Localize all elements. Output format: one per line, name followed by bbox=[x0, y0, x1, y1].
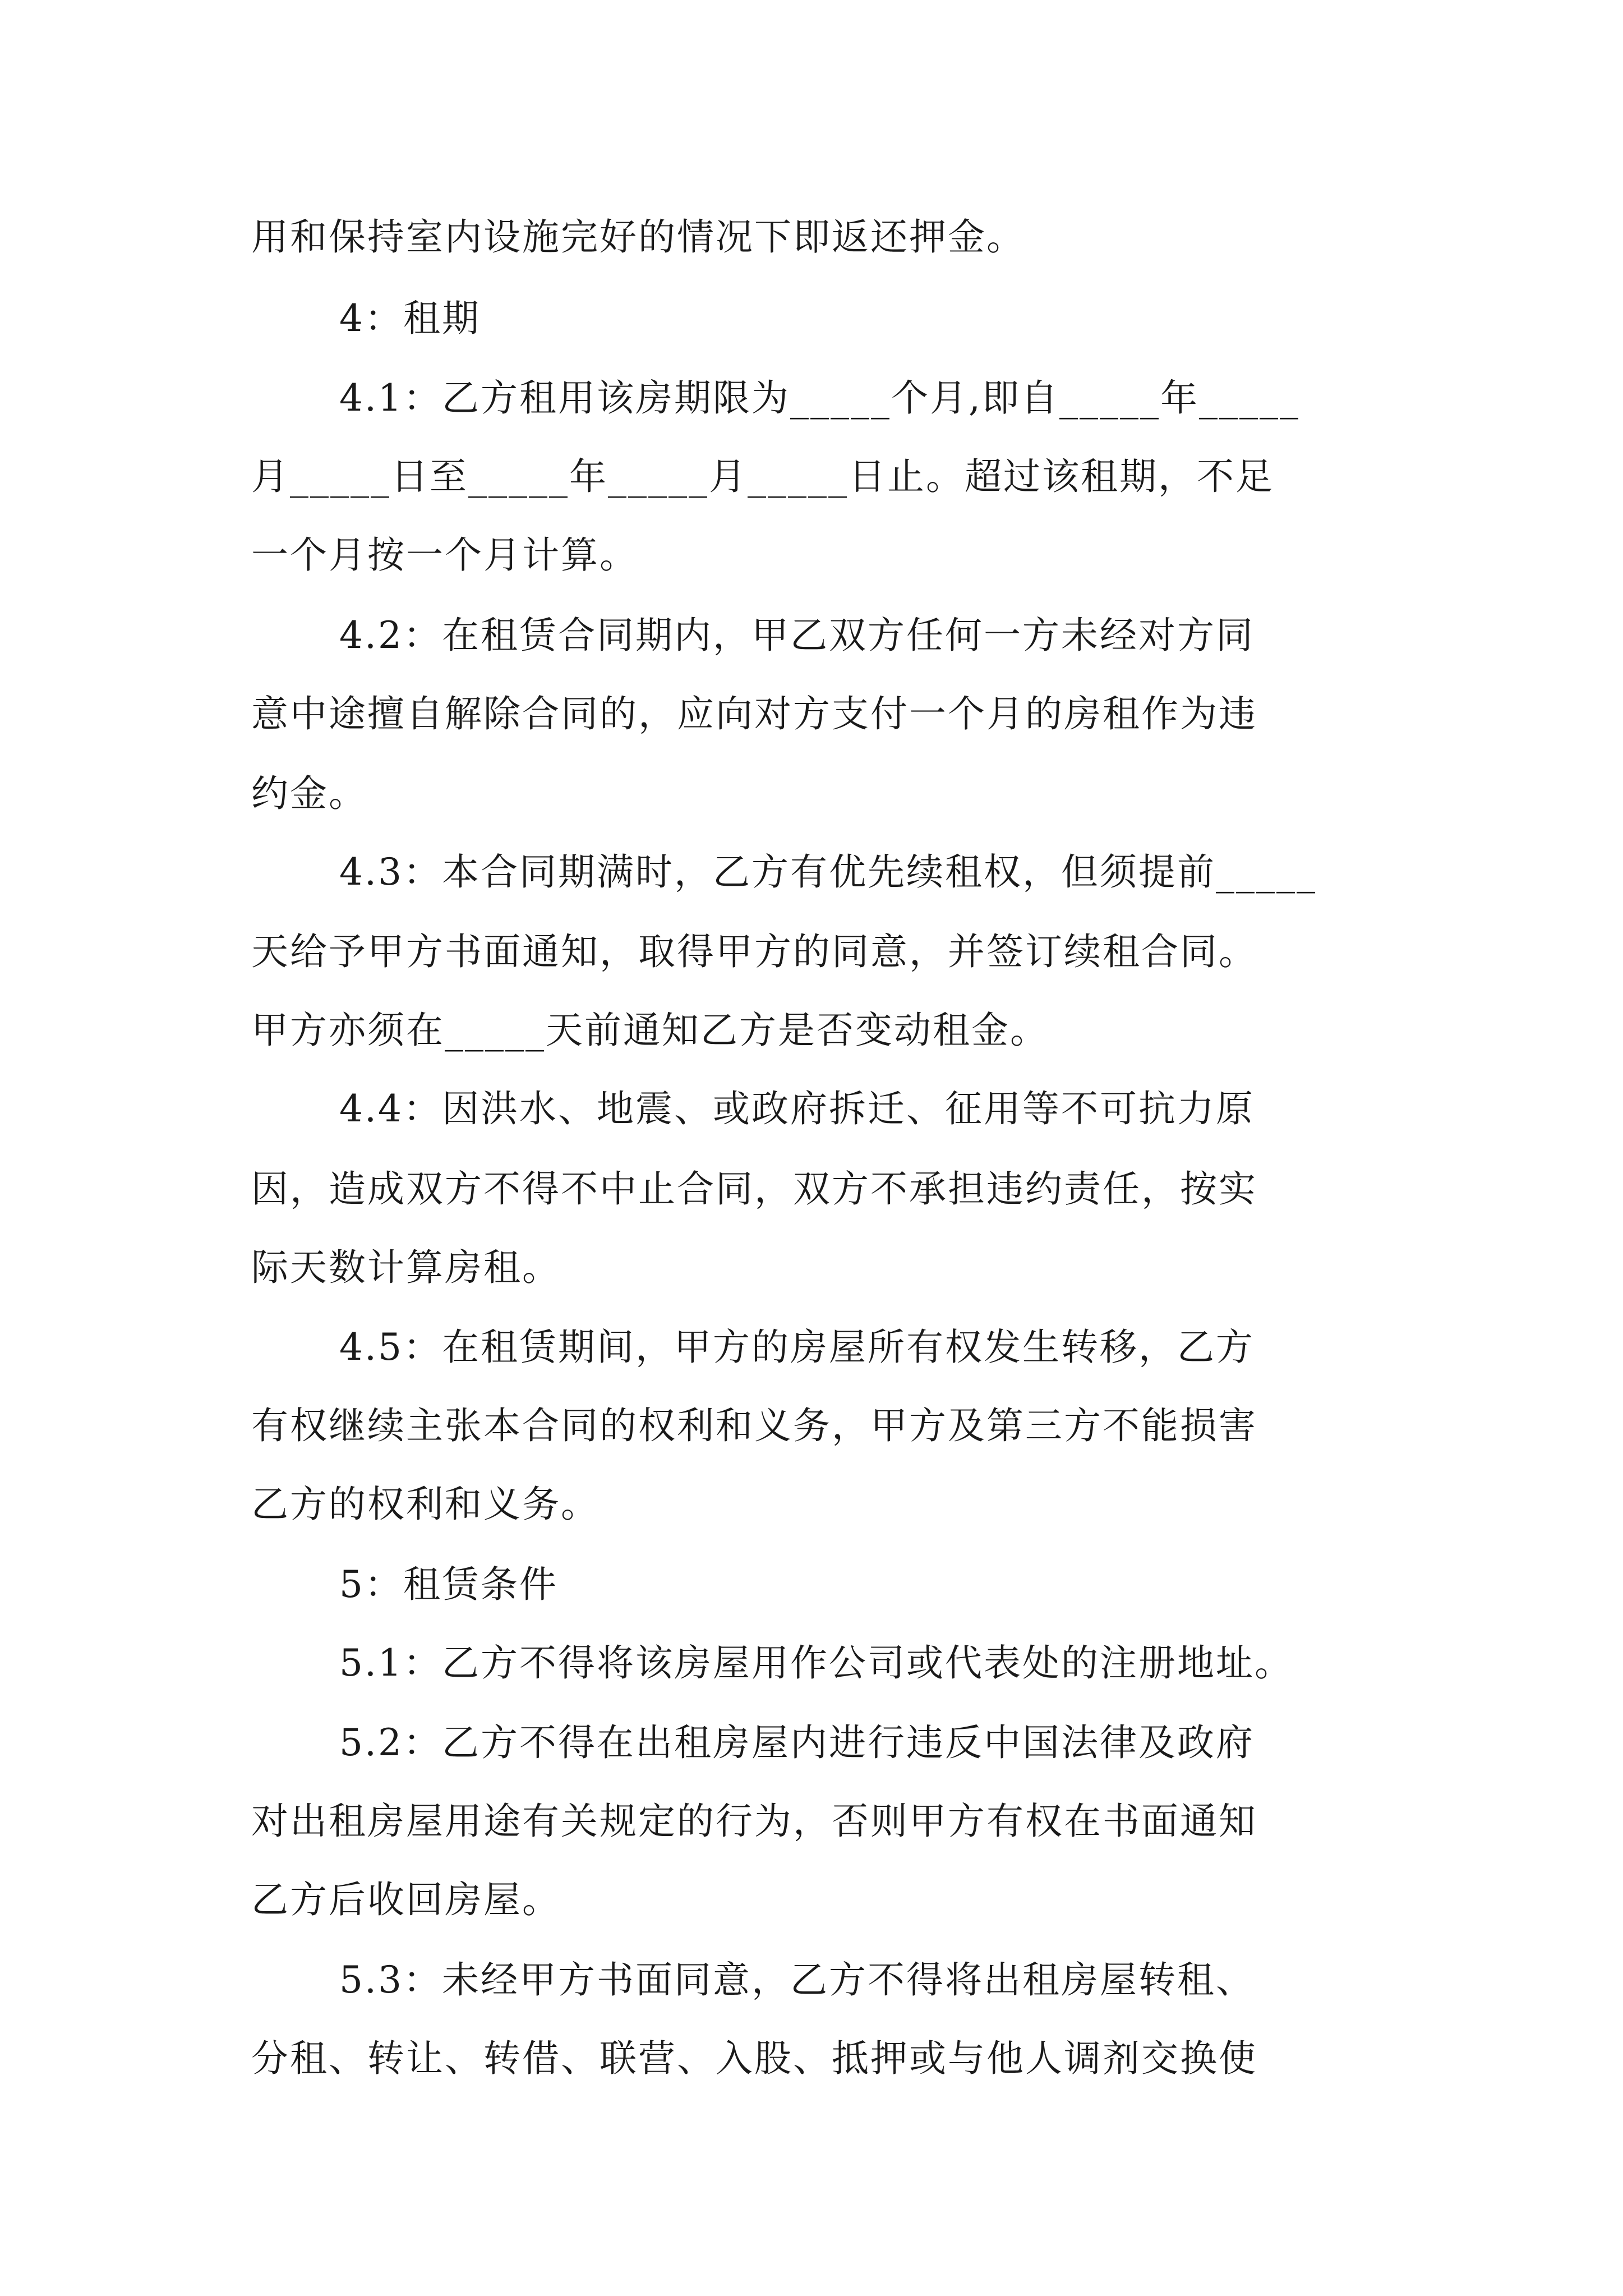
text-line: 有权继续主张本合同的权利和义务，甲方及第三方不能损害 bbox=[251, 1404, 1257, 1447]
text-line: 5.3：未经甲方书面同意，乙方不得将出租房屋转租、 bbox=[339, 1958, 1255, 2001]
text-line: 一个月按一个月计算。 bbox=[251, 533, 638, 577]
text-line: 意中途擅自解除合同的，应向对方支付一个月的房租作为违 bbox=[251, 692, 1257, 735]
text-line: 天给予甲方书面通知，取得甲方的同意，并签订续租合同。 bbox=[251, 930, 1257, 973]
text-line: 4.3：本合同期满时，乙方有优先续租权，但须提前_____ bbox=[339, 850, 1317, 894]
text-line: 乙方后收回房屋。 bbox=[251, 1878, 561, 1921]
text-line: 约金。 bbox=[251, 772, 367, 815]
text-line: 4.5：在租赁期间，甲方的房屋所有权发生转移，乙方 bbox=[339, 1326, 1255, 1369]
section-heading: 4：租期 bbox=[339, 297, 481, 340]
text-line: 5.2：乙方不得在出租房屋内进行违反中国法律及政府 bbox=[339, 1721, 1255, 1764]
text-line: 用和保持室内设施完好的情况下即返还押金。 bbox=[251, 215, 1025, 259]
text-line: 甲方亦须在_____天前通知乙方是否变动租金。 bbox=[251, 1009, 1049, 1052]
text-line: 分租、转让、转借、联营、入股、抵押或与他人调剂交换使 bbox=[251, 2037, 1257, 2080]
text-line: 因，造成双方不得不中止合同，双方不承担违约责任，按实 bbox=[251, 1167, 1257, 1211]
text-line: 际天数计算房租。 bbox=[251, 1246, 561, 1289]
text-line: 乙方的权利和义务。 bbox=[251, 1483, 600, 1526]
text-line: 5.1：乙方不得将该房屋用作公司或代表处的注册地址。 bbox=[339, 1641, 1293, 1685]
text-line: 4.2：在租赁合同期内，甲乙双方任何一方未经对方同 bbox=[339, 614, 1255, 657]
section-heading: 5：租赁条件 bbox=[339, 1563, 558, 1606]
text-line: 对出租房屋用途有关规定的行为，否则甲方有权在书面通知 bbox=[251, 1800, 1257, 1843]
text-line: 4.1：乙方租用该房期限为_____个月,即自_____年_____ bbox=[339, 376, 1300, 420]
text-line: 4.4：因洪水、地震、或政府拆迁、征用等不可抗力原 bbox=[339, 1087, 1255, 1130]
text-line: 月_____日至_____年_____月_____日止。超过该租期，不足 bbox=[251, 455, 1274, 498]
